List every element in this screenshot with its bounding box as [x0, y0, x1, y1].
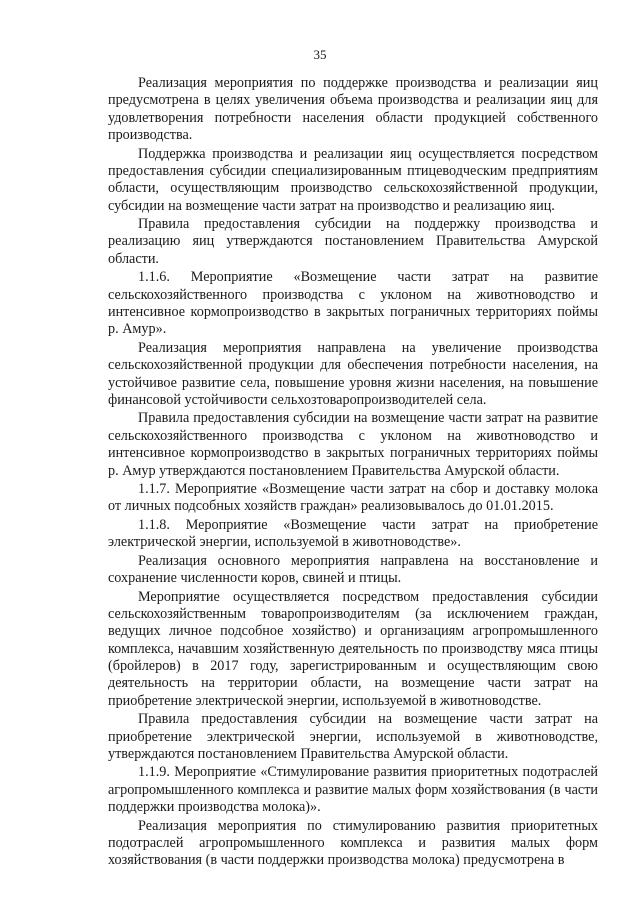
paragraph-measure-1-1-8-rules: Правила предоставления субсидии на возмещение части затрат на приобретение электрической энергии, используемой в животноводстве, утверждаются постановлением Правительства Амурской области. [108, 711, 598, 762]
paragraph-measure-1-1-7: 1.1.7. Мероприятие «Возмещение части затрат на сбор и доставку молока от личных подсобных хозяйств граждан» реализовывалось до 01.01.2015. [108, 481, 598, 515]
page-number: 35 [313, 47, 327, 62]
paragraph-measure-1-1-8-goal: Реализация основного мероприятия направлена на восстановление и сохранение численности коров, свиней и птицы. [108, 552, 598, 587]
paragraph-measure-1-1-8: 1.1.8. Мероприятие «Возмещение части затрат на приобретение электрической энергии, используемой в животноводстве». [108, 516, 598, 551]
paragraph-measure-1-1-8-method: Мероприятие осуществляется посредством предоставления субсидии сельскохозяйственным товаропроизводителям (за исключением граждан, ведущих личное подсобное хозяйство) и организациям агропромышленного комплекса, начавшим хозяйственную деятельность по производству мяса птицы (бройлеров) в 2017 году, зарегистрированным и осуществляющим свою деятельность на территории области, на возмещение части затрат на приобретение электрической энергии, используемой в животноводстве. [108, 588, 598, 709]
paragraph-eggs-purpose: Реализация мероприятия по поддержке производства и реализации яиц предусмотрена в целях увеличения объема производства и реализации яиц для удовлетворения потребности населения области продукцией собственного производства. [108, 75, 598, 144]
paragraph-measure-1-1-6: 1.1.6. Мероприятие «Возмещение части затрат на развитие сельскохозяйственного производства с уклоном на животноводство и интенсивное кормопроизводство в закрытых пограничных территориях поймы р. Амур». [108, 269, 598, 338]
paragraph-measure-1-1-6-goal: Реализация мероприятия направлена на увеличение производства сельскохозяйственной продукции для обеспечения потребности населения, на устойчивое развитие села, повышение уровня жизни населения, на повышение финансовой устойчивости сельхозтоваропроизводителей села. [108, 339, 598, 408]
paragraph-eggs-support: Поддержка производства и реализации яиц осуществляется посредством предоставления субсидии специализированным птицеводческим предприятиям области, осуществляющим производство сельскохозяйственной продукции, субсидии на возмещение части затрат на производство и реализацию яиц. [108, 145, 598, 214]
document-body [108, 75, 598, 871]
paragraph-measure-1-1-9: 1.1.9. Мероприятие «Стимулирование развития приоритетных подотраслей агропромышленного комплекса и развитие малых форм хозяйствования (в части поддержки производства молока)». [108, 764, 598, 816]
paragraph-eggs-rules: Правила предоставления субсидии на поддержку производства и реализацию яиц утверждаются постановлением Правительства Амурской области. [108, 216, 598, 267]
paragraph-measure-1-1-9-implementation: Реализация мероприятия по стимулированию развития приоритетных подотраслей агропромышленного комплекса и развития малых форм хозяйствования (в части поддержки производства молока) предусмотрена в [108, 817, 598, 869]
paragraph-measure-1-1-6-rules: Правила предоставления субсидии на возмещение части затрат на развитие сельскохозяйственного производства с уклоном на животноводство и интенсивное кормопроизводство в закрытых пограничных территориях поймы р. Амур утверждаются постановлением Правительства Амурской области. [108, 410, 598, 479]
